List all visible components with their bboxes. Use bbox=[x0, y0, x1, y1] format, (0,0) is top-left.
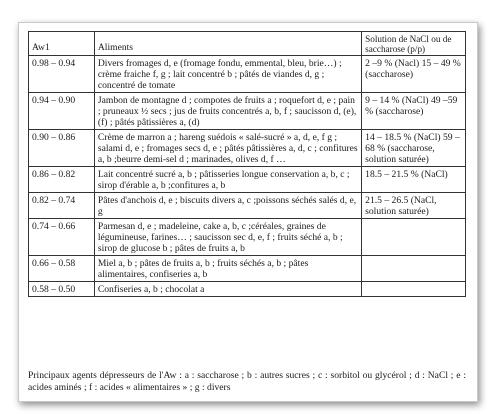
cell-aw: 0.74 – 0.66 bbox=[29, 219, 95, 256]
cell-aw: 0.82 – 0.74 bbox=[29, 193, 95, 219]
header-aw: Aw1 bbox=[29, 32, 95, 56]
header-solution: Solution de NaCl ou de saccharose (p/p) bbox=[362, 32, 466, 56]
cell-aw: 0.66 – 0.58 bbox=[29, 256, 95, 282]
table-header-row bbox=[29, 32, 466, 56]
table-row bbox=[29, 56, 466, 93]
cell-aw: 0.58 – 0.50 bbox=[29, 282, 95, 297]
cell-solution: 21.5 – 26.5 (NaCl, solution saturée) bbox=[362, 193, 466, 219]
table-row bbox=[29, 282, 466, 297]
table-row bbox=[29, 130, 466, 167]
cell-solution bbox=[362, 219, 466, 256]
cell-aliments: Divers fromages d, e (fromage fondu, emmental, bleu, brie…) ; crème fraiche f, g ; lait concentré b ; pâtés de viandes d, g ; concentré de tomate bbox=[94, 56, 361, 93]
cell-aliments: Miel a, b ; pâtes de fruits a, b ; fruits séchés a, b ; pâtes alimentaires, confiseries a, b bbox=[94, 256, 361, 282]
table-row bbox=[29, 219, 466, 256]
table-row bbox=[29, 256, 466, 282]
cell-solution bbox=[362, 282, 466, 297]
cell-aw: 0.90 – 0.86 bbox=[29, 130, 95, 167]
cell-solution: 9 – 14 % (NaCl) 49 –59 % (saccharose) bbox=[362, 93, 466, 130]
cell-aliments: Pâtes d'anchois d, e ; biscuits divers a, c ;poissons séchés salés d, e, g bbox=[94, 193, 361, 219]
aw-foods-table bbox=[28, 31, 466, 297]
cell-solution: 2 –9 % (Nacl) 15 – 49 % (saccharose) bbox=[362, 56, 466, 93]
cell-aliments: Lait concentré sucré a, b ; pâtisseries longue conservation a, b, c ; sirop d'érable a, b ;confitures a, b bbox=[94, 167, 361, 193]
cell-solution: 14 – 18.5 % (NaCl) 59 – 68 % (saccharose, solution saturée) bbox=[362, 130, 466, 167]
cell-aliments: Jambon de montagne d ; compotes de fruits a ; roquefort d, e ; pain ; pruneaux ½ secs ; jus de fruits concentrés a, b, f ; saucisson d, (e), (f) ; pâtés pâtissières a, (d) bbox=[94, 93, 361, 130]
cell-aliments: Crème de marron a ; hareng suédois « salé-sucré » a, d, e, f g ; salami d, e ; fromages secs d, e ; pâtés pâtissières a, d, c ; confitures a, b ;beurre demi-sel d ; marinades, olives d, f … bbox=[94, 130, 361, 167]
legend-note: Principaux agents dépresseurs de l'Aw : a : saccharose ; b : autres sucres ; c : sorbitol ou glycérol ; d : NaCl ; e : acides aminés ; f : acides « alimentaires » ; g : divers bbox=[28, 370, 466, 393]
table-row bbox=[29, 93, 466, 130]
header-aliments: Aliments bbox=[94, 32, 361, 56]
cell-aw: 0.98 – 0.94 bbox=[29, 56, 95, 93]
cell-solution bbox=[362, 256, 466, 282]
cell-aw: 0.94 – 0.90 bbox=[29, 93, 95, 130]
document-frame bbox=[18, 22, 478, 402]
cell-aliments: Parmesan d, e ; madeleine, cake a, b, c ;céréales, graines de légumineuse, farines… ; saucisson sec d, e, f ; fruits séché a, b ; sirop de glucose b ; pâtes de fruits a, b bbox=[94, 219, 361, 256]
cell-solution: 18.5 – 21.5 % (NaCl) bbox=[362, 167, 466, 193]
cell-aw: 0.86 – 0.82 bbox=[29, 167, 95, 193]
table-row bbox=[29, 193, 466, 219]
table-row bbox=[29, 167, 466, 193]
cell-aliments: Confiseries a, b ; chocolat a bbox=[94, 282, 361, 297]
